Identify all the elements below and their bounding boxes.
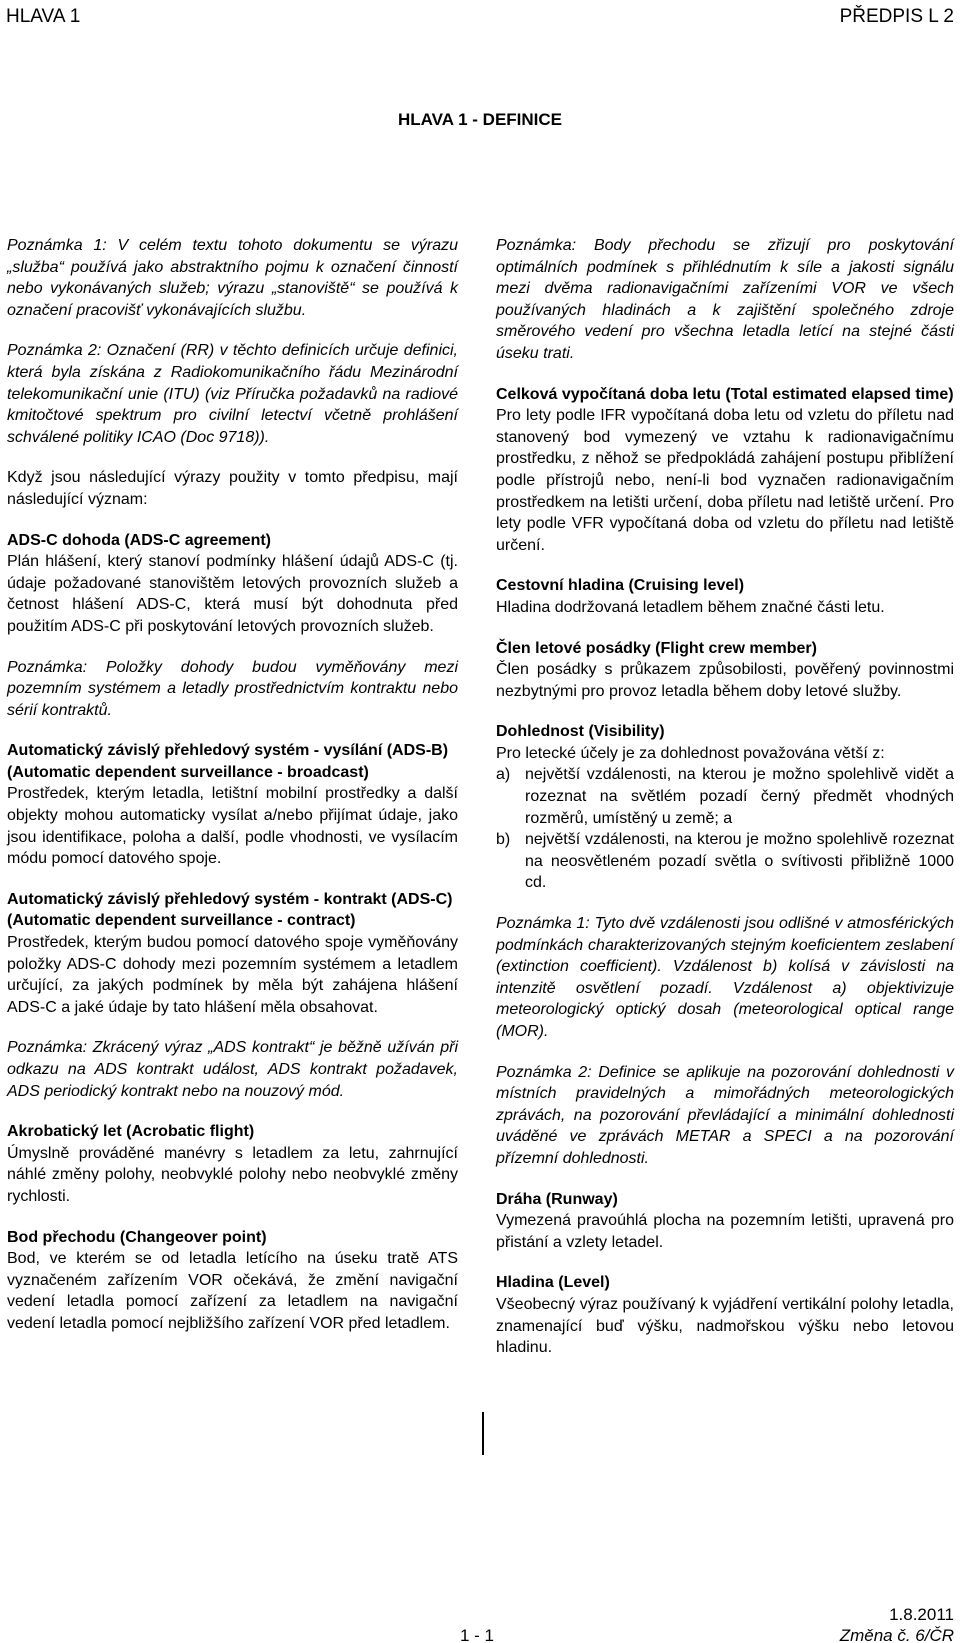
term-definition: Úmyslně prováděné manévry s letadlem za letu, zahrnující náhlé změny polohy, neobvyklé polohy nebo neobvyklé změny rychlosti. — [7, 1144, 458, 1205]
definition-ads-c-agreement — [7, 530, 458, 638]
footer-amendment: Změna č. 6/ČR — [839, 1626, 954, 1643]
definition-flight-crew-member — [496, 638, 954, 703]
definition-level — [496, 1272, 954, 1358]
note-ads-contract: Poznámka: Zkrácený výraz „ADS kontrakt“ je běžně užíván při odkazu na ADS kontrakt událost, ADS kontrakt požadavek, ADS periodický kontrakt nebo na nouzový mód. — [7, 1039, 458, 1100]
definition-acrobatic-flight — [7, 1121, 458, 1207]
term-definition: Všeobecný výraz používaný k vyjádření vertikální polohy letadla, znamenající buď výšku, nadmořskou výšku nebo letovou hladinu. — [496, 1295, 954, 1357]
note-ads-c-agreement: Poznámka: Položky dohody budou vyměňovány mezi pozemním systémem a letadly prostřednictvím kontraktu nebo sérií kontraktů. — [7, 658, 458, 719]
definition-total-elapsed-time — [496, 384, 954, 557]
note-1: Poznámka 1: V celém textu tohoto dokumentu se výrazu „služba“ používá jako abstraktního pojmu k označení činností nebo vykonávaných služeb; výrazu „stanoviště“ se používá k označení pracovišť vykonávajících službu. — [7, 237, 458, 319]
footer-date: 1.8.2011 — [889, 1605, 954, 1624]
note-visibility-1: Poznámka 1: Tyto dvě vzdálenosti jsou odlišné v atmosférických podmínkách charakterizovaných stejným koeficientem zeslabení (extinction coefficient). Vzdálenost b) kolísá v závislosti na intenzitě osvětlení pozadí. Vzdálenost a) objektivizuje meteorologický optický dosah (meteorological optical range (MOR). — [496, 915, 954, 1040]
term-definition: Bod, ve kterém se od letadla letícího na úseku tratě ATS vyznačeném zařízením VOR očekává, že změní navigační vedení letadla pomocí zařízení za letadlem na navigační vedení letadla pomocí nejbližšího zařízení VOR před letadlem. — [7, 1250, 458, 1332]
term-definition: Pro letecké účely je za dohlednost považována větší z: — [496, 744, 885, 762]
list-text: největší vzdálenosti, na kterou je možno spolehlivě rozeznat na neosvětleném pozadí světla o svítivosti přibližně 1000 cd. — [525, 831, 954, 892]
term-definition: Prostředek, kterým budou pomocí datového spoje vyměňovány položky ADS-C dohody mezi pozemním systémem a letadlem určující, za jakých podmínek by měla být zahájena hlášení ADS-C a jaké údaje by tato hlášení měla obsahovat. — [7, 934, 458, 1016]
definition-visibility — [496, 721, 954, 894]
revision-bar — [482, 1412, 484, 1455]
term-heading: Automatický závislý přehledový systém - vysílání (ADS-B) (Automatic dependent surveillance - broadcast) — [7, 742, 449, 781]
term-definition: Plán hlášení, který stanoví podmínky hlášení údajů ADS-C (tj. údaje požadované stanovištěm letových provozních služeb a četnost hlášení ADS-C, která musí být dohodnuta před použitím ADS-C při poskytování letových provozních služeb. — [7, 553, 458, 635]
term-heading: Akrobatický let (Acrobatic flight) — [7, 1123, 255, 1141]
footer-page-number: 1 - 1 — [460, 1626, 495, 1643]
term-heading: Bod přechodu (Changeover point) — [7, 1228, 267, 1246]
header-regulation: PŘEDPIS L 2 — [839, 6, 954, 27]
term-heading: Celková vypočítaná doba letu (Total estimated elapsed time) — [496, 385, 954, 403]
definition-cruising-level — [496, 575, 954, 618]
list-item — [496, 764, 954, 829]
term-heading: Hladina (Level) — [496, 1274, 610, 1292]
list-item — [496, 829, 954, 894]
list-marker: b) — [496, 831, 511, 849]
note-changeover: Poznámka: Body přechodu se zřizují pro poskytování optimálních podmínek s přihlédnutím k síle a jakosti signálu mezi dvěma radionavigačními zařízeními VOR ve všech používaných hladinách a k zajištění společného zdroje směrového vedení pro všechna letadla letící na stejné části úseku trati. — [496, 237, 954, 362]
note-visibility-2: Poznámka 2: Definice se aplikuje na pozorování dohlednosti v místních pravidelných a mimořádných meteorologických zprávách, na pozorování převládající a minimální dohlednosti uváděné ve zprávách METAR a SPECI a na pozorování přízemní dohlednosti. — [496, 1063, 954, 1167]
intro-paragraph: Když jsou následující výrazy použity v tomto předpisu, mají následující význam: — [7, 469, 458, 508]
term-definition: Vymezená pravoúhlá plocha na pozemním letišti, upravená pro přistání a vzlety letadel. — [496, 1212, 954, 1251]
visibility-criteria-list — [496, 764, 954, 894]
term-heading: ADS-C dohoda (ADS-C agreement) — [7, 531, 272, 549]
definition-changeover-point — [7, 1227, 458, 1335]
term-definition: Hladina dodržovaná letadlem během značné části letu. — [496, 598, 885, 616]
definition-ads-b — [7, 740, 458, 870]
definition-ads-c — [7, 889, 458, 1019]
term-definition: Prostředek, kterým letadla, letištní mobilní prostředky a další objekty mohou automaticky vysílat a/nebo přijímat údaje, jako jsou identifikace, poloha a další, podle vhodnosti, ve vysílacím módu pomocí datového spoje. — [7, 785, 458, 868]
page-title: HLAVA 1 - DEFINICE — [397, 110, 563, 129]
note-2: Poznámka 2: Označení (RR) v těchto definicích určuje definici, která byla získána z Radiokomunikačního řádu Mezinárodní telekomunikační unie (ITU) (viz Příručka požadavků na radiové kmitočtové spektrum pro civilní letectví včetně prohlášení schválené politiky ICAO (Doc 9718)). — [7, 342, 458, 446]
term-heading: Člen letové posádky (Flight crew member) — [496, 639, 817, 657]
term-heading: Cestovní hladina (Cruising level) — [496, 577, 745, 595]
list-marker: a) — [496, 766, 511, 784]
term-heading: Dráha (Runway) — [496, 1190, 618, 1208]
left-column — [7, 235, 458, 1354]
term-heading: Automatický závislý přehledový systém - kontrakt (ADS-C) (Automatic dependent surveillance - contract) — [7, 890, 453, 930]
definition-runway — [496, 1189, 954, 1254]
term-definition: Člen posádky s průkazem způsobilosti, pověřený povinnostmi nezbytnými pro provoz letadla během doby letové služby. — [496, 661, 954, 700]
header-chapter: HLAVA 1 — [6, 6, 81, 27]
term-heading: Dohlednost (Visibility) — [496, 723, 665, 741]
right-column — [496, 235, 954, 1378]
list-text: největší vzdálenosti, na kterou je možno spolehlivě vidět a rozeznat na světlém pozadí černý předmět vhodných rozměrů, umístěný u země; a — [525, 766, 954, 827]
term-definition: Pro lety podle IFR vypočítaná doba letu od vzletu do příletu nad stanovený bod vymezený ve vztahu k radionavigačnímu prostředku, z něhož se předpokládá zahájení postupu přiblížení podle přístrojů nebo, není-li bod vyznačen radionavigačním prostředkem na letišti určení, doba příletu nad letiště určení. Pro lety podle VFR vypočítaná doba od vzletu do příletu nad letiště určení. — [496, 407, 954, 554]
